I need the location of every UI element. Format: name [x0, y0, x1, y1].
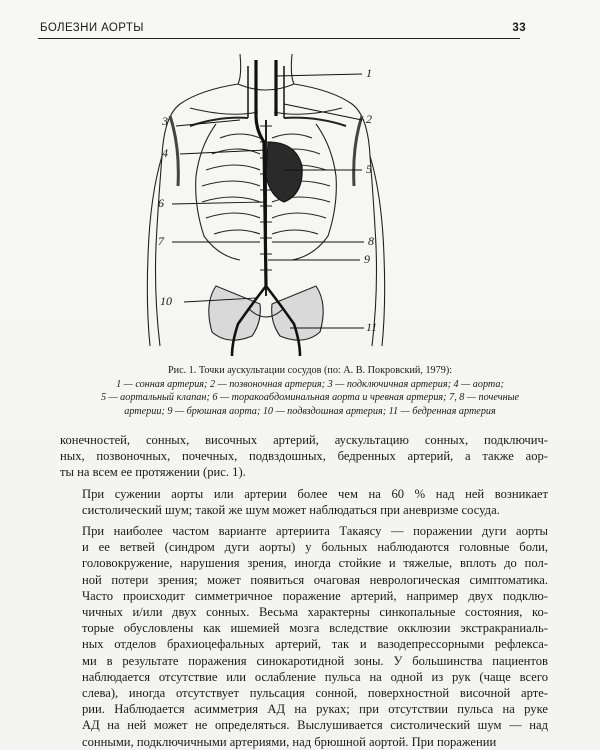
- caption-line: артерии; 9 — брюшная аорта; 10 — подвздошная артерия; 11 — бедренная артерия: [124, 405, 496, 417]
- text-line: слева), иногда отсутствует пульсация сонной, поверхностной височной арте-: [82, 686, 548, 701]
- figure-label-10: 10: [160, 294, 172, 308]
- caption-line: Рис. 1. Точки аускультации сосудов (по: А. В. Покровский, 1979):: [167, 365, 453, 376]
- figure-label-4: 4: [162, 146, 168, 160]
- text-line: чичных и/или двух сонных. Весьма характерны синкопальные состояния, ко-: [82, 605, 548, 620]
- body-text: [60, 432, 548, 750]
- figure-label-9: 9: [364, 252, 370, 266]
- text-line: и ее ветвей (синдром дуги аорты) у больных наблюдаются головные боли,: [82, 540, 548, 555]
- text-line: ных, позвоночных, почечных, подвздошных, бедренных артерий, а также аор-: [60, 449, 548, 464]
- paragraph-3: [60, 523, 548, 750]
- figure-label-5: 5: [366, 162, 372, 176]
- figure-label-6: 6: [158, 196, 164, 210]
- figure-label-7: 7: [158, 234, 164, 248]
- text-line: конечностей, сонных, височных артерий, аускультацию сонных, подключич-: [60, 433, 548, 447]
- text-line: головокружение, нарушения зрения, иногда стойкие и тяжелые, вплоть до пол-: [82, 556, 548, 571]
- paragraph-2: [60, 486, 548, 518]
- section-title: БОЛЕЗНИ АОРТЫ: [40, 22, 144, 34]
- figure-label-2: 2: [366, 112, 372, 126]
- figure-label-1: 1: [366, 66, 372, 80]
- figure-label-11: 11: [366, 320, 378, 334]
- text-line: наблюдается отсутствие или ослабление пульса на одной из рук (чаще всего: [82, 669, 548, 684]
- text-line: АД на ней может не определяться. Выслушивается систолический шум — над: [82, 718, 548, 733]
- text-line: систолический шум; такой же шум может наблюдаться при аневризме сосуда.: [82, 502, 500, 517]
- running-head: [38, 20, 526, 39]
- paragraph-1: [60, 432, 548, 481]
- caption-line: 1 — сонная артерия; 2 — позвоночная артерия; 3 — подключичная артерия; 4 — аорта;: [116, 378, 504, 390]
- text-line: ми в результате поражения синокаротидной зоны. У большинства пациентов: [82, 653, 548, 668]
- page-number: 33: [512, 22, 526, 34]
- text-line: торые обусловлены как ишемией мозга вследствие окклюзии экстракраниаль-: [82, 621, 548, 636]
- text-line: ной потери зрения; может появиться очаговая неврологическая симптоматика.: [82, 572, 548, 587]
- text-line: сонными, подключичными артериями, над брюшной аортой. При поражении: [82, 734, 497, 749]
- text-line: ты на всем ее протяжении (рис. 1).: [60, 465, 246, 480]
- figure-label-3: 3: [162, 114, 168, 128]
- text-line: рии. Наблюдается асимметрия АД на руках; при отсутствии пульса на руке: [82, 702, 548, 717]
- text-line: ных отделов брахиоцефальных артерий, так и вазодепрессорными рефлекса-: [82, 637, 548, 652]
- text-line: При наиболее частом варианте артериита Такаясу — поражении дуги аорты: [82, 524, 548, 539]
- caption-line: 5 — аортальный клапан; 6 — торакоабдоминальная аорта и чревная артерия; 7, 8 — почечные: [100, 392, 520, 403]
- text-line: Часто происходит симметричное поражение артерий, например двух подклю-: [82, 588, 548, 603]
- text-line: При сужении аорты или артерии более чем на 60 % над ней возникает: [82, 486, 548, 501]
- figure-caption: [60, 364, 560, 418]
- figure-label-8: 8: [368, 234, 374, 248]
